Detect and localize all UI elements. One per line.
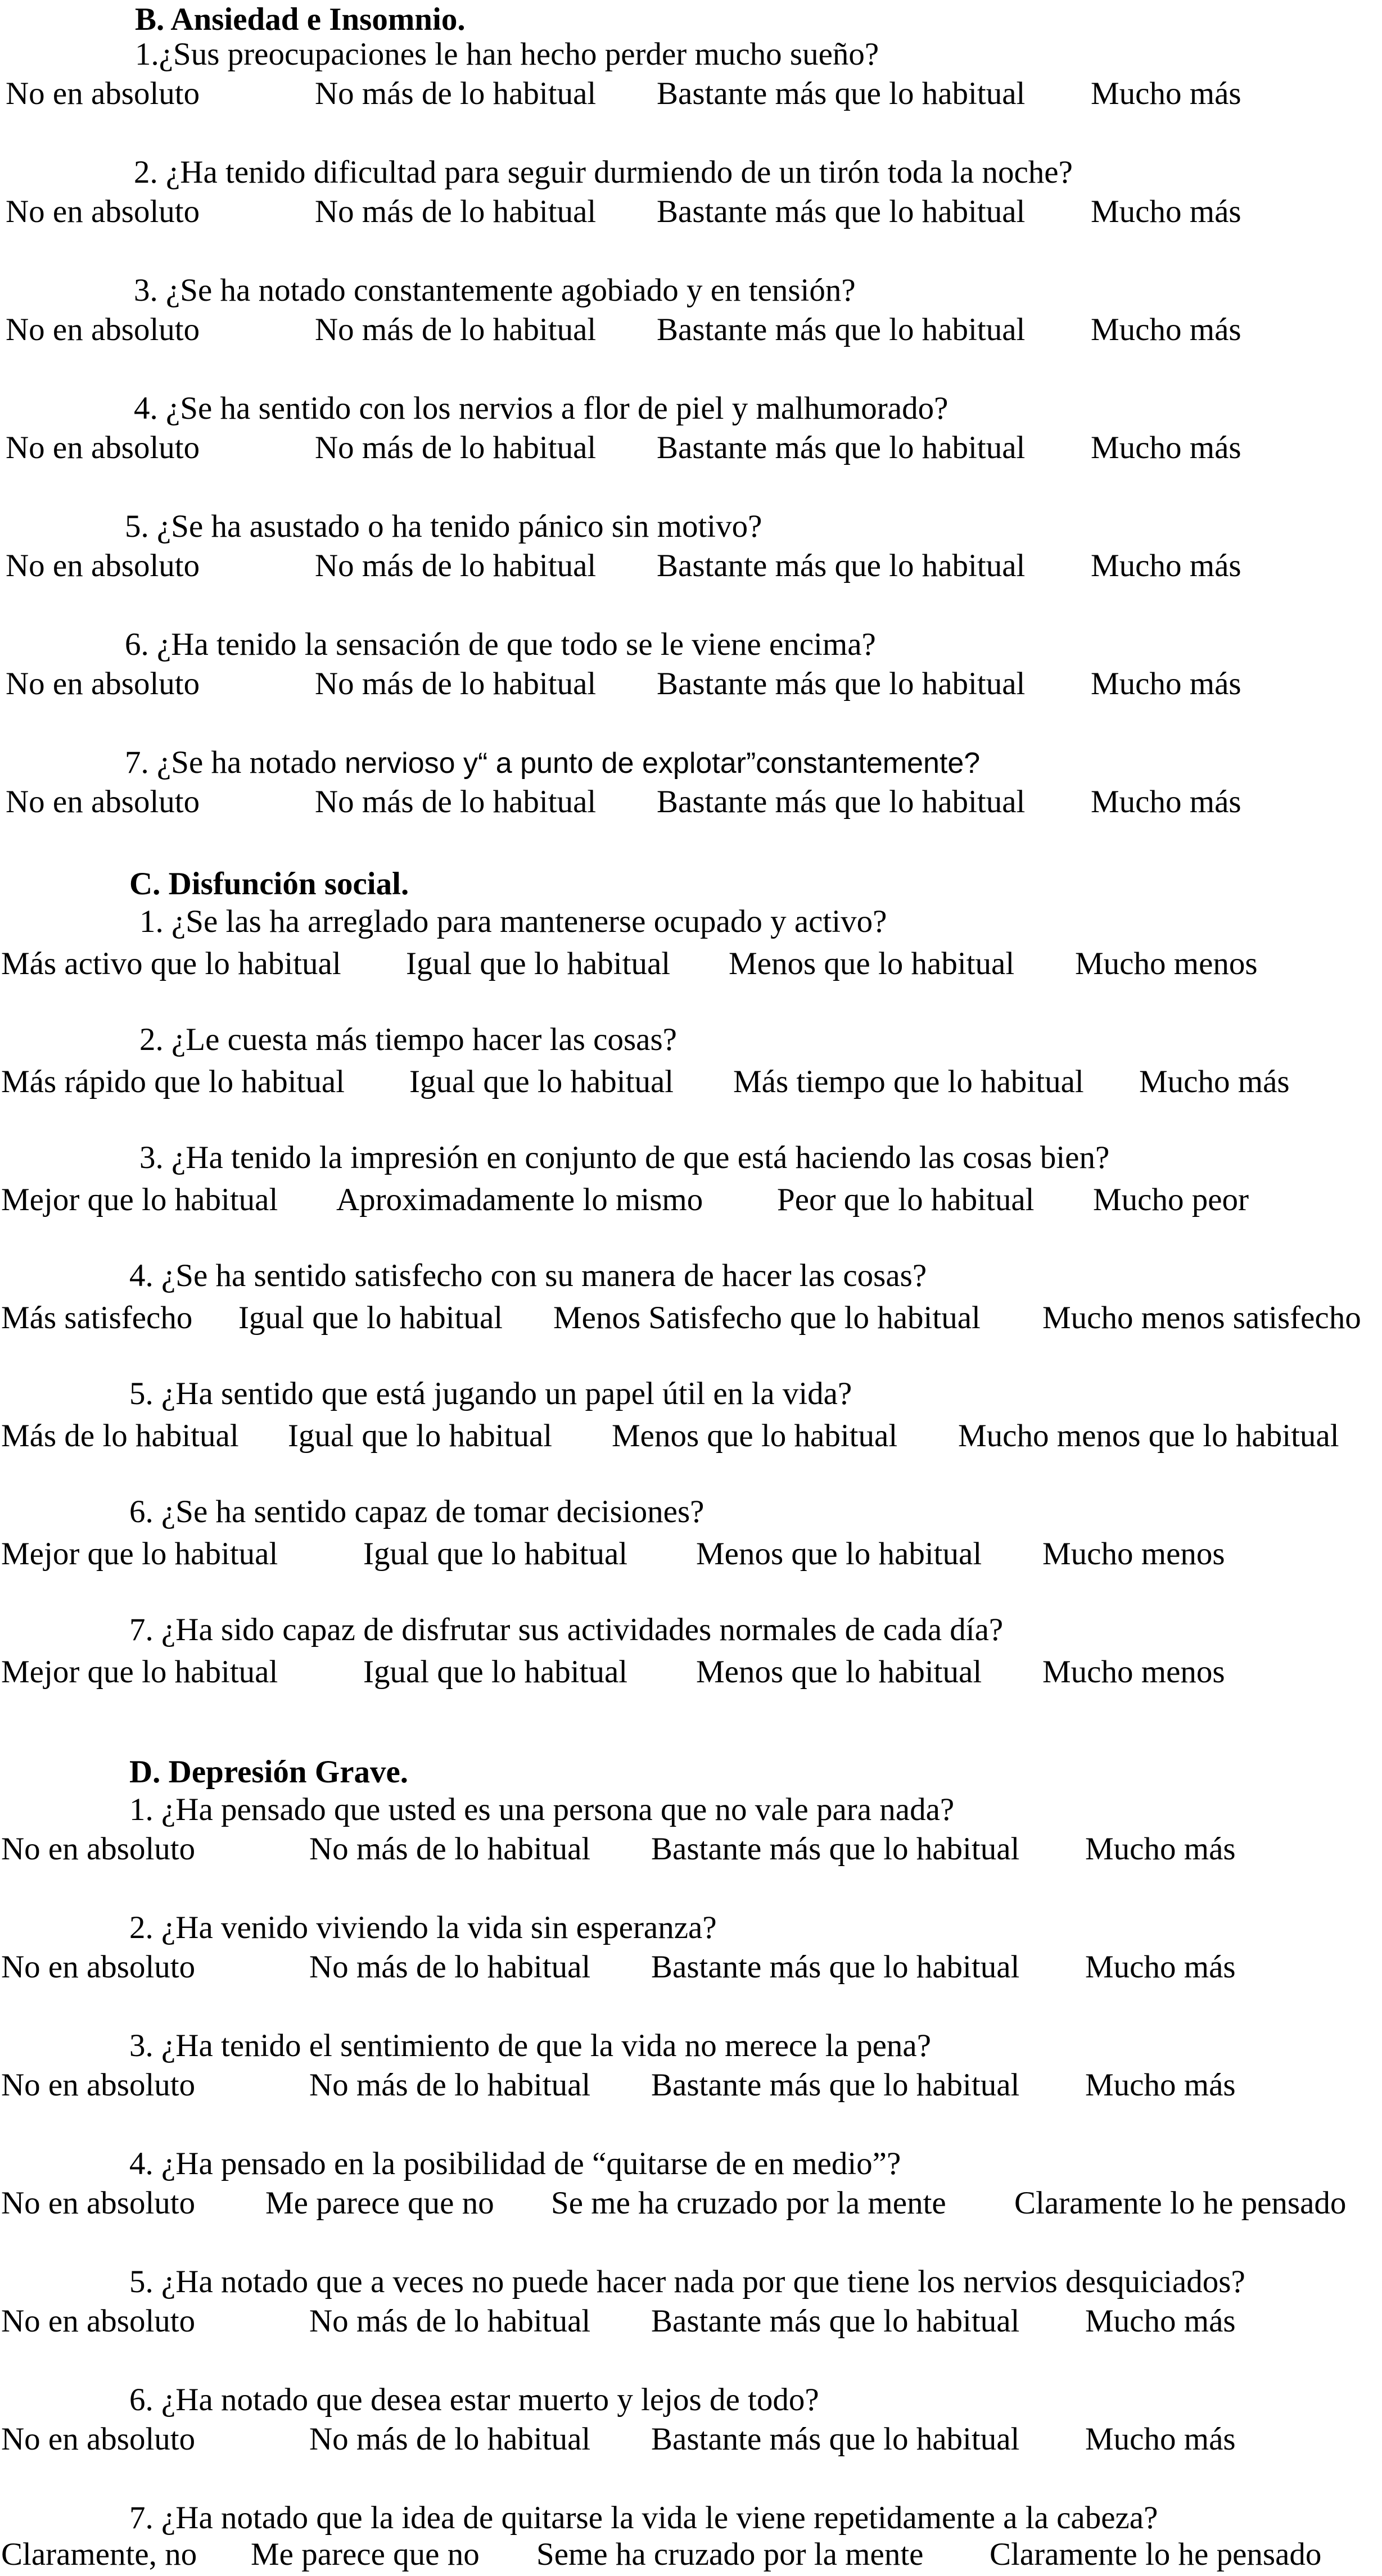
- answer-option[interactable]: Menos Satisfecho que lo habitual: [553, 1300, 981, 1335]
- d-q2-options: [0, 1948, 1382, 1987]
- answer-option[interactable]: No más de lo habitual: [309, 1949, 591, 1985]
- c-q6-question: 6. ¿Se ha sentido capaz de tomar decisiones?: [129, 1494, 704, 1529]
- answer-option[interactable]: No en absoluto: [6, 76, 200, 111]
- c-q2-question: 2. ¿Le cuesta más tiempo hacer las cosas?: [139, 1022, 677, 1057]
- answer-option[interactable]: Menos que lo habitual: [729, 946, 1015, 981]
- c-q7-options: [0, 1653, 1382, 1692]
- answer-option[interactable]: Mucho menos que lo habitual: [958, 1418, 1339, 1454]
- answer-option[interactable]: No más de lo habitual: [315, 76, 597, 111]
- answer-option[interactable]: Igual que lo habitual: [363, 1654, 628, 1690]
- section-d-title: D. Depresión Grave.: [129, 1754, 409, 1790]
- answer-option[interactable]: No más de lo habitual: [315, 548, 597, 583]
- section-b-title: B. Ansiedad e Insomnio.: [135, 2, 466, 37]
- answer-option[interactable]: Bastante más que lo habitual: [651, 1831, 1020, 1867]
- answer-option[interactable]: Igual que lo habitual: [406, 946, 671, 981]
- answer-option[interactable]: Mucho más: [1091, 548, 1241, 583]
- answer-option[interactable]: Peor que lo habitual: [777, 1182, 1035, 1217]
- c-q3-question: 3. ¿Ha tenido la impresión en conjunto de que está haciendo las cosas bien?: [139, 1140, 1110, 1175]
- answer-option[interactable]: No más de lo habitual: [315, 430, 597, 465]
- answer-option[interactable]: No más de lo habitual: [315, 784, 597, 820]
- d-q2-question: 2. ¿Ha venido viviendo la vida sin esperanza?: [129, 1910, 717, 1945]
- answer-option[interactable]: Menos que lo habitual: [696, 1654, 982, 1690]
- answer-option[interactable]: Mucho más: [1091, 76, 1241, 111]
- answer-option[interactable]: No más de lo habitual: [315, 666, 597, 701]
- b-q1-options: [0, 74, 1382, 114]
- answer-option[interactable]: Mucho más: [1085, 2421, 1236, 2457]
- c-q7-question: 7. ¿Ha sido capaz de disfrutar sus actividades normales de cada día?: [129, 1612, 1004, 1647]
- answer-option[interactable]: Más activo que lo habitual: [1, 946, 341, 981]
- d-q3-question: 3. ¿Ha tenido el sentimiento de que la vida no merece la pena?: [129, 2028, 932, 2063]
- answer-option[interactable]: Mucho más: [1085, 2067, 1236, 2103]
- answer-option[interactable]: No más de lo habitual: [315, 312, 597, 347]
- answer-option[interactable]: No en absoluto: [1, 1831, 196, 1867]
- answer-option[interactable]: Mucho más: [1091, 194, 1241, 229]
- answer-option[interactable]: Igual que lo habitual: [288, 1418, 553, 1454]
- b-q7-options: [0, 782, 1382, 822]
- answer-option[interactable]: Me parece que no: [265, 2185, 494, 2221]
- answer-option[interactable]: No en absoluto: [6, 784, 200, 820]
- answer-option[interactable]: Se me ha cruzado por la mente: [551, 2185, 946, 2221]
- b-q7-question: 7. ¿Se ha notado nervioso y“ a punto de explotar”constantemente?: [125, 745, 981, 780]
- answer-option[interactable]: Mucho más: [1085, 1949, 1236, 1985]
- answer-option[interactable]: Bastante más que lo habitual: [657, 784, 1026, 820]
- answer-option[interactable]: Más tiempo que lo habitual: [733, 1064, 1084, 1099]
- answer-option[interactable]: Bastante más que lo habitual: [657, 194, 1026, 229]
- answer-option[interactable]: No más de lo habitual: [315, 194, 597, 229]
- answer-option[interactable]: No en absoluto: [1, 2185, 196, 2221]
- answer-option[interactable]: Mucho más: [1085, 2303, 1236, 2339]
- answer-option[interactable]: Mucho menos: [1075, 946, 1258, 981]
- answer-option[interactable]: No más de lo habitual: [309, 2421, 591, 2457]
- d-q3-options: [0, 2066, 1382, 2105]
- answer-option[interactable]: Bastante más que lo habitual: [657, 548, 1026, 583]
- d-q5-options: [0, 2302, 1382, 2341]
- answer-option[interactable]: No más de lo habitual: [309, 2303, 591, 2339]
- answer-option[interactable]: Mucho más: [1091, 666, 1241, 701]
- answer-option[interactable]: Menos que lo habitual: [612, 1418, 898, 1454]
- d-q4-question: 4. ¿Ha pensado en la posibilidad de “quitarse de en medio”?: [129, 2146, 901, 2181]
- b-q6-question: 6. ¿Ha tenido la sensación de que todo se le viene encima?: [125, 627, 876, 662]
- d-q7-options: [0, 2535, 1382, 2574]
- b-q3-options: [0, 310, 1382, 350]
- answer-option[interactable]: No en absoluto: [1, 1949, 196, 1985]
- answer-option[interactable]: Claramente lo he pensado: [1014, 2185, 1347, 2221]
- answer-option[interactable]: No en absoluto: [6, 548, 200, 583]
- b-q4-question: 4. ¿Se ha sentido con los nervios a flor de piel y malhumorado?: [134, 391, 949, 426]
- answer-option[interactable]: Mucho más: [1085, 1831, 1236, 1867]
- d-q6-options: [0, 2420, 1382, 2459]
- d-q5-question: 5. ¿Ha notado que a veces no puede hacer nada por que tiene los nervios desquiciados?: [129, 2264, 1245, 2299]
- answer-option[interactable]: Más de lo habitual: [1, 1418, 239, 1454]
- answer-option[interactable]: Bastante más que lo habitual: [651, 2421, 1020, 2457]
- answer-option[interactable]: Igual que lo habitual: [238, 1300, 503, 1335]
- answer-option[interactable]: Bastante más que lo habitual: [657, 430, 1026, 465]
- d-q6-question: 6. ¿Ha notado que desea estar muerto y lejos de todo?: [129, 2382, 819, 2417]
- answer-option[interactable]: Mucho peor: [1093, 1182, 1249, 1217]
- answer-option[interactable]: No en absoluto: [1, 2303, 196, 2339]
- b-q2-options: [0, 192, 1382, 232]
- c-q2-options: [0, 1062, 1382, 1102]
- d-q1-question: 1. ¿Ha pensado que usted es una persona que no vale para nada?: [129, 1792, 955, 1827]
- answer-option[interactable]: Menos que lo habitual: [696, 1536, 982, 1572]
- b-q6-options: [0, 664, 1382, 704]
- answer-option[interactable]: Bastante más que lo habitual: [657, 76, 1026, 111]
- c-q3-options: [0, 1180, 1382, 1220]
- c-q5-options: [0, 1416, 1382, 1456]
- b-q5-options: [0, 546, 1382, 586]
- answer-option[interactable]: Mejor que lo habitual: [1, 1654, 278, 1690]
- d-q7-question: 7. ¿Ha notado que la idea de quitarse la vida le viene repetidamente a la cabeza?: [129, 2500, 1158, 2536]
- answer-option[interactable]: Mucho más: [1091, 430, 1241, 465]
- answer-option[interactable]: Mejor que lo habitual: [1, 1182, 278, 1217]
- b-q1-question: 1.¿Sus preocupaciones le han hecho perder mucho sueño?: [135, 37, 879, 72]
- answer-option[interactable]: Claramente lo he pensado: [990, 2537, 1322, 2572]
- c-q5-question: 5. ¿Ha sentido que está jugando un papel útil en la vida?: [129, 1376, 852, 1411]
- answer-option[interactable]: Igual que lo habitual: [409, 1064, 674, 1099]
- b-q4-options: [0, 428, 1382, 468]
- section-c-title: C. Disfunción social.: [129, 866, 409, 902]
- c-q4-question: 4. ¿Se ha sentido satisfecho con su manera de hacer las cosas?: [129, 1258, 927, 1293]
- answer-option[interactable]: Bastante más que lo habitual: [651, 2067, 1020, 2103]
- answer-option[interactable]: Mucho menos: [1042, 1654, 1225, 1690]
- answer-option[interactable]: Bastante más que lo habitual: [657, 666, 1026, 701]
- answer-option[interactable]: Mucho más: [1091, 784, 1241, 820]
- answer-option[interactable]: No en absoluto: [1, 2421, 196, 2457]
- b-q5-question: 5. ¿Se ha asustado o ha tenido pánico sin motivo?: [125, 509, 762, 544]
- answer-option[interactable]: Seme ha cruzado por la mente: [536, 2537, 924, 2572]
- answer-option[interactable]: Mucho menos satisfecho: [1042, 1300, 1361, 1335]
- answer-option[interactable]: No en absoluto: [6, 194, 200, 229]
- answer-option[interactable]: No en absoluto: [1, 2067, 196, 2103]
- b-q3-question: 3. ¿Se ha notado constantemente agobiado y en tensión?: [134, 273, 856, 308]
- d-q4-options: [0, 2184, 1382, 2223]
- answer-option[interactable]: Aproximadamente lo mismo: [336, 1182, 703, 1217]
- answer-option[interactable]: No en absoluto: [6, 430, 200, 465]
- answer-option[interactable]: Mucho más: [1091, 312, 1241, 347]
- answer-option[interactable]: Más satisfecho: [1, 1300, 193, 1335]
- c-q1-options: [0, 944, 1382, 984]
- d-q1-options: [0, 1830, 1382, 1869]
- answer-option[interactable]: Más rápido que lo habitual: [1, 1064, 345, 1099]
- answer-option[interactable]: Me parece que no: [251, 2537, 480, 2572]
- answer-option[interactable]: Mucho más: [1139, 1064, 1290, 1099]
- answer-option[interactable]: No en absoluto: [6, 312, 200, 347]
- c-q1-question: 1. ¿Se las ha arreglado para mantenerse ocupado y activo?: [139, 904, 887, 939]
- answer-option[interactable]: No más de lo habitual: [309, 1831, 591, 1867]
- c-q4-options: [0, 1298, 1382, 1338]
- b-q2-question: 2. ¿Ha tenido dificultad para seguir durmiendo de un tirón toda la noche?: [134, 155, 1073, 190]
- answer-option[interactable]: Bastante más que lo habitual: [651, 1949, 1020, 1985]
- answer-option[interactable]: No más de lo habitual: [309, 2067, 591, 2103]
- answer-option[interactable]: Mucho menos: [1042, 1536, 1225, 1572]
- answer-option[interactable]: Bastante más que lo habitual: [657, 312, 1026, 347]
- c-q6-options: [0, 1534, 1382, 1574]
- answer-option[interactable]: Bastante más que lo habitual: [651, 2303, 1020, 2339]
- answer-option[interactable]: Igual que lo habitual: [363, 1536, 628, 1572]
- answer-option[interactable]: Mejor que lo habitual: [1, 1536, 278, 1572]
- answer-option[interactable]: No en absoluto: [6, 666, 200, 701]
- answer-option[interactable]: Claramente, no: [1, 2537, 197, 2572]
